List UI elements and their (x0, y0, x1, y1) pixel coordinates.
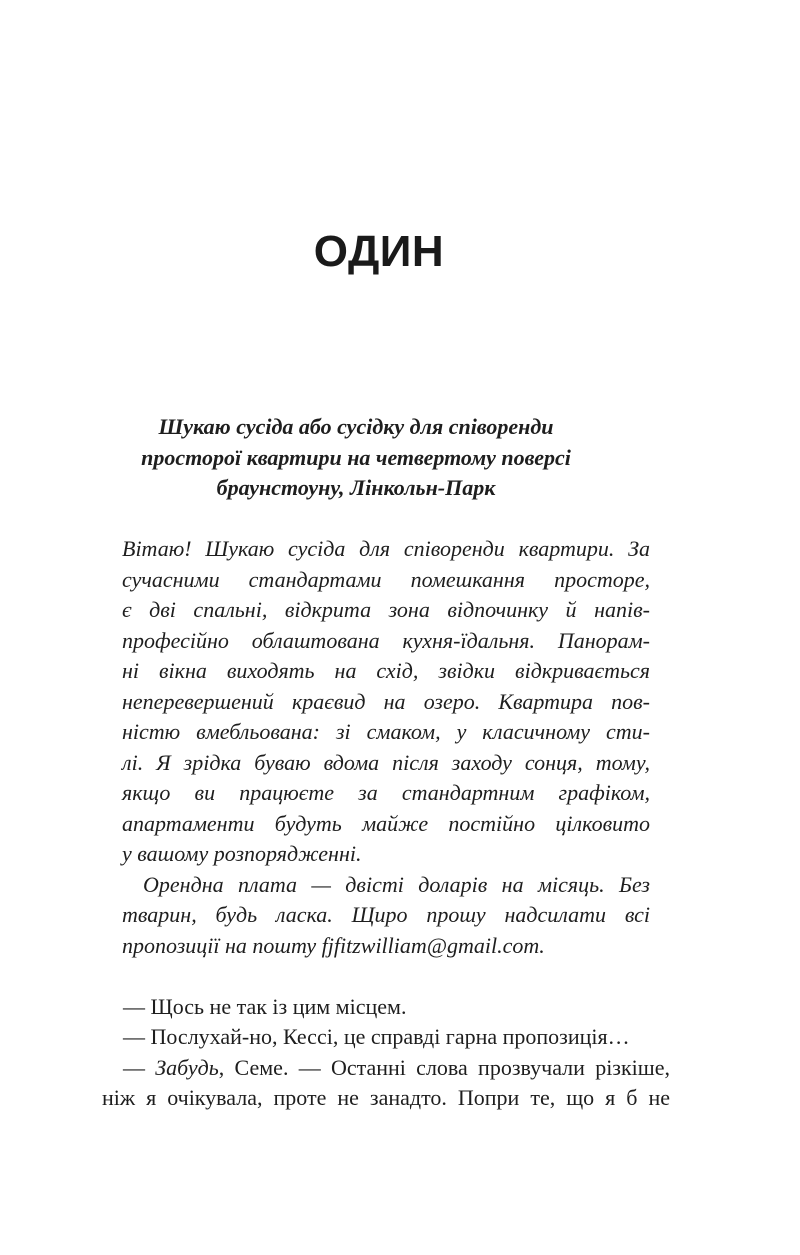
listing-body (122, 534, 650, 961)
dialogue-block (102, 992, 670, 1114)
listing-line-6: неперевершений краєвид на озеро. Квартира пов- (122, 688, 650, 714)
listing-line-3: є дві спальні, відкрита зона відпочинку й напів- (122, 597, 650, 622)
listing-heading-line-1: Шукаю сусіда або сусідку для співоренди (158, 414, 554, 439)
dialogue-line-4: ніж я очікувала, проте не занадто. Попри те, що я б не (102, 1085, 670, 1110)
listing-line-12: Орендна плата — двісті доларів на місяць. Без (143, 871, 650, 897)
dialogue-line-3 (102, 1053, 670, 1084)
dialogue-line-3-rest: , Семе. — Останні слова прозвучали різкіше, (218, 1054, 671, 1080)
listing-line-5: ні вікна виходять на схід, звідки відкривається (122, 658, 650, 683)
listing-line-13: тварин, будь ласка. Щиро прошу надсилати всі (122, 902, 650, 927)
listing-line-4: професійно облаштована кухня-їдальня. Панорам- (122, 627, 650, 653)
listing-heading-line-3: браунстоуну, Лінкольн-Парк (216, 475, 496, 500)
dialogue-line-2: — Послухай-но, Кессі, це справді гарна пропозиція… (123, 1024, 630, 1049)
dialogue-line-3-dash: — (123, 1054, 156, 1080)
page-text-column (102, 412, 670, 1114)
dialogue-line-3-emphasis: Забудь (155, 1054, 219, 1080)
listing-heading-line-2: просторої квартири на четвертому поверсі (141, 444, 571, 470)
listing-line-11: у вашому розпорядженні. (122, 841, 362, 866)
listing-line-8: лі. Я зрідка буваю вдома після заходу сонця, тому, (122, 749, 650, 775)
listing-line-7: ністю вмебльована: зі смаком, у класичному сти- (122, 719, 650, 744)
listing-line-9: якщо ви працюєте за стандартним графіком, (122, 780, 650, 805)
listing-line-2: сучасними стандартами помешкання просторе, (122, 566, 650, 592)
listing-heading (122, 412, 590, 504)
listing-line-email: пропозиції на пошту fjfitzwilliam@gmail.com. (122, 932, 545, 958)
dialogue-line-1: — Щось не так із цим місцем. (123, 993, 407, 1019)
chapter-title: ОДИН (313, 227, 445, 276)
listing-line-1: Вітаю! Шукаю сусіда для співоренди квартири. За (122, 536, 650, 561)
listing-line-10: апартаменти будуть майже постійно цілковито (122, 810, 650, 836)
